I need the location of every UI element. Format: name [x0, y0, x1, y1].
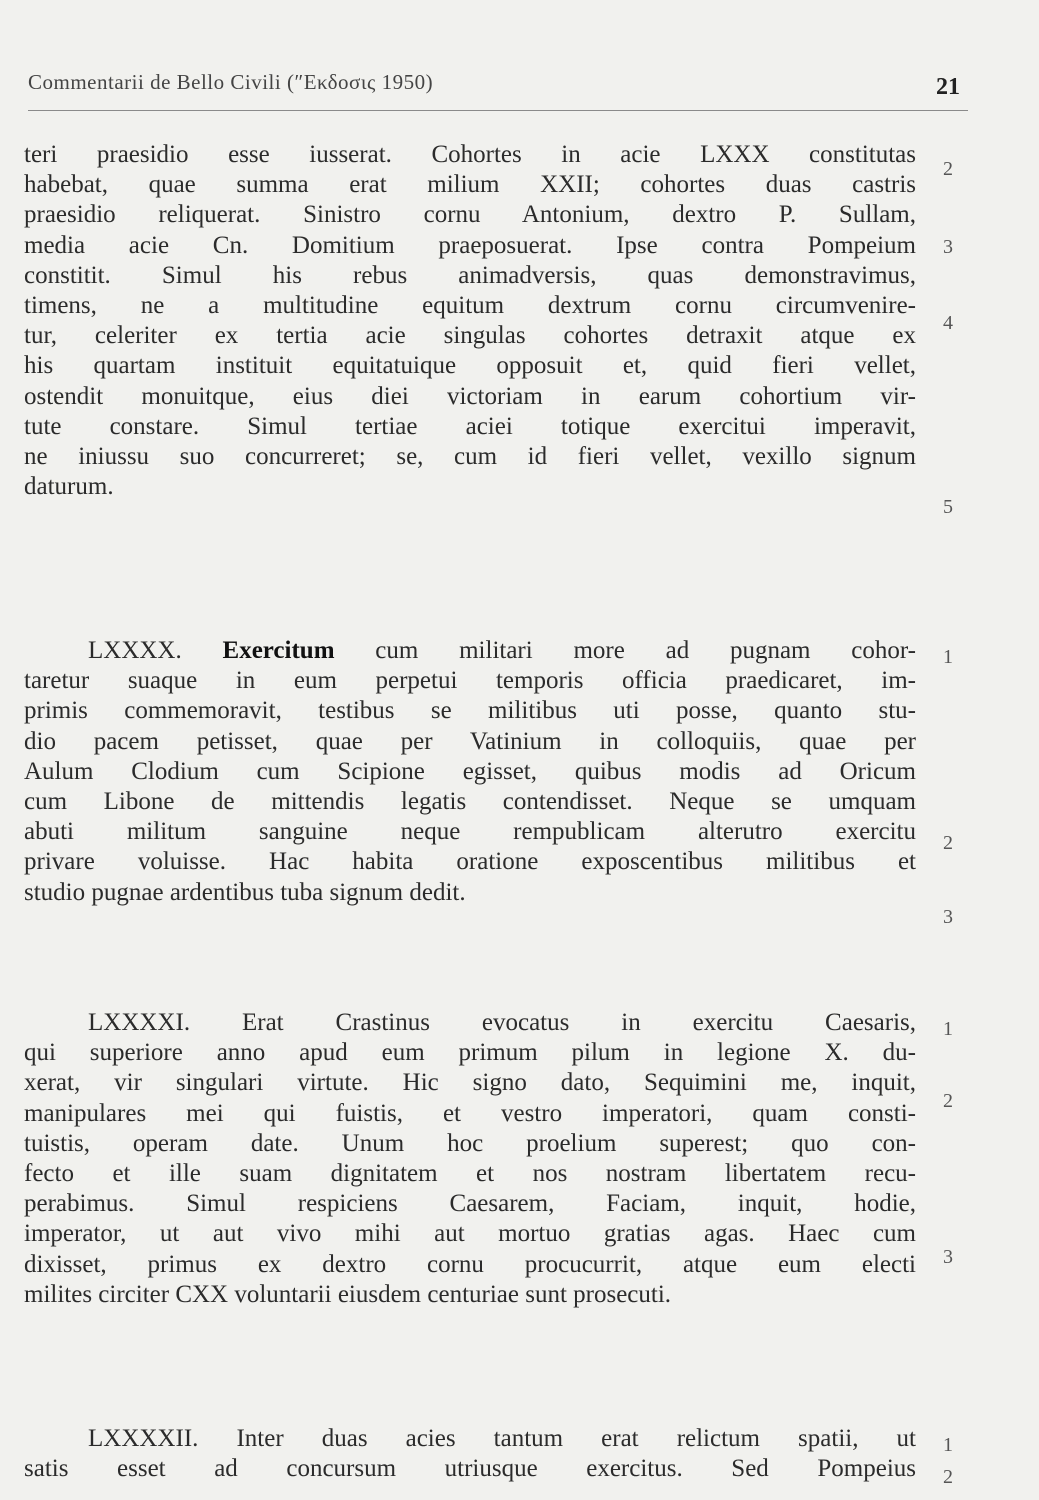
chapter-opening-line [24, 636, 916, 666]
text-line: teri praesidio esse iusserat. Cohortes in acie LXXX constitutas [24, 141, 916, 168]
text-line: Aulum Clodium cum Scipione egisset, quibus modis ad Oricum [24, 757, 916, 785]
text-line: satis esset ad concursum utriusque exercitus. Sed Pompeius [24, 1455, 916, 1483]
chapter-first-line-rest: cum militari more ad pugnam cohor- [375, 637, 917, 664]
chapter-first-word: Exercitum [222, 637, 335, 664]
text-line: fecto et ille suam dignitatem et nos nostram libertatem recu- [24, 1159, 916, 1187]
text-line: daturum. [24, 473, 114, 501]
text-line: perabimus. Simul respiciens Caesarem, Faciam, inquit, hodie, [24, 1190, 916, 1218]
text-line: privare voluisse. Hac habita oratione exposcentibus militibus et [24, 848, 916, 876]
section-number: 1 [943, 1018, 953, 1040]
text-line: imperator, ut aut vivo mihi aut mortuo gratias agas. Haec cum [24, 1220, 916, 1248]
text-line: tur, celeriter ex tertia acie singulas cohortes detraxit atque ex [24, 322, 916, 350]
chapter-lxxxxi [24, 1008, 916, 1310]
running-title: Commentarii de Bello Civili (″Εκδοσις 1950) [28, 70, 434, 94]
paragraph-continued [24, 140, 916, 502]
text-line: dixisset, primus ex dextro cornu procucurrit, atque eum electi [24, 1250, 916, 1278]
text-line: abuti militum sanguine neque rempublicam alterutro exercitu [24, 818, 916, 846]
page-header [28, 60, 968, 111]
section-number: 1 [943, 646, 953, 668]
text-line: tuistis, operam date. Unum hoc proelium superest; quo con- [24, 1129, 916, 1157]
text-line: taretur suaque in eum perpetui temporis officia praedicaret, im- [24, 667, 916, 695]
text-line: tute constare. Simul tertiae aciei totique exercitui imperavit, [24, 412, 916, 440]
text-line: milites circiter CXX voluntarii eiusdem centuriae sunt prosecuti. [24, 1280, 672, 1308]
text-line: ostendit monuitque, eius diei victoriam in earum cohortium vir- [24, 382, 916, 410]
text-line: his quartam instituit equitatuique opposuit et, quid fieri vellet, [24, 352, 916, 380]
text-line: cum Libone de mittendis legatis contendisset. Neque se umquam [24, 787, 916, 815]
chapter-opening-line: LXXXXI. Erat Crastinus evocatus in exercitu Caesaris, [88, 1009, 916, 1036]
text-line: xerat, vir singulari virtute. Hic signo dato, Sequimini me, inquit, [24, 1069, 916, 1097]
text-line: manipulares mei qui fuistis, et vestro imperatori, quam consti- [24, 1099, 916, 1127]
section-number: 3 [943, 1246, 953, 1268]
text-line: timens, ne a multitudine equitum dextrum cornu circumvenire- [24, 291, 916, 319]
section-number: 1 [943, 1434, 953, 1456]
section-number: 4 [943, 312, 953, 334]
section-number: 2 [943, 832, 953, 854]
text-line: habebat, quae summa erat milium XXII; cohortes duas castris [24, 171, 916, 199]
chapter-lxxxx [24, 636, 916, 908]
text-line: constitit. Simul his rebus animadversis, quas demonstravimus, [24, 261, 916, 289]
section-number: 2 [943, 1090, 953, 1112]
page-number: 21 [936, 74, 960, 100]
text-line: media acie Cn. Domitium praeposuerat. Ipse contra Pompeium [24, 231, 916, 259]
section-number: 3 [943, 236, 953, 258]
text-line: primis commemoravit, testibus se militibus uti posse, quanto stu- [24, 697, 916, 725]
section-number: 5 [943, 496, 953, 518]
text-line: ne iniussu suo concurreret; se, cum id fieri vellet, vexillo signum [24, 442, 916, 470]
text-line: qui superiore anno apud eum primum pilum in legione X. du- [24, 1039, 916, 1067]
chapter-number: LXXXX. [88, 637, 182, 664]
section-number: 2 [943, 158, 953, 180]
text-line: dio pacem petisset, quae per Vatinium in colloquiis, quae per [24, 727, 916, 755]
section-number: 2 [943, 1466, 953, 1488]
text-line: studio pugnae ardentibus tuba signum dedit. [24, 878, 466, 906]
section-number: 3 [943, 906, 953, 928]
chapter-opening-line: LXXXXII. Inter duas acies tantum erat relictum spatii, ut [88, 1425, 916, 1452]
chapter-lxxxxii [24, 1424, 916, 1484]
text-line: praesidio reliquerat. Sinistro cornu Antonium, dextro P. Sullam, [24, 201, 916, 229]
